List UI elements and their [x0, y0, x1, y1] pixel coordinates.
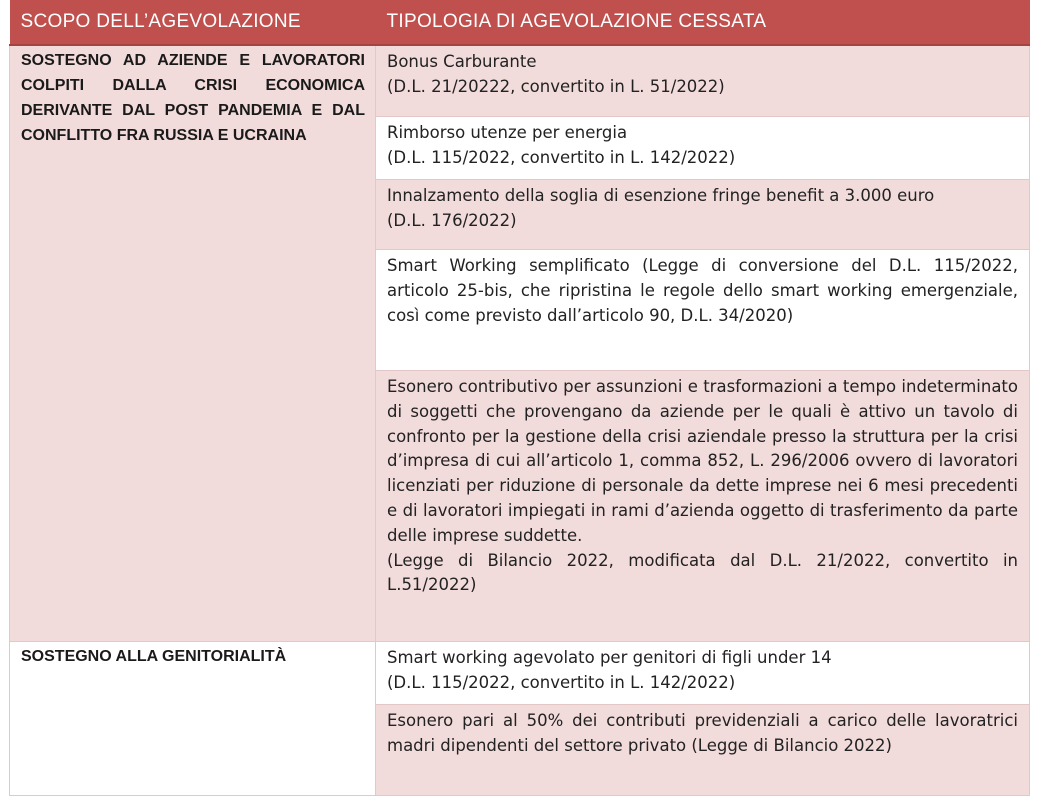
- agevolazioni-table: [9, 0, 1030, 796]
- item-title: Smart Working semplificato (Legge di conversione del D.L. 115/2022, articolo 25-bis, che ripristina le regole dello smart working emergenziale, così come previsto dall’articolo 90, D.L. 34/2020): [387, 256, 1018, 325]
- item-title: Innalzamento della soglia di esenzione fringe benefit a 3.000 euro: [387, 186, 935, 205]
- table-row: [10, 642, 1030, 705]
- item-cell: [376, 371, 1030, 642]
- item-ref: (D.L. 115/2022, convertito in L. 142/2022): [387, 672, 736, 692]
- item-cell: [376, 705, 1030, 796]
- item-title: Smart working agevolato per genitori di figli under 14: [387, 648, 832, 667]
- item-title: Bonus Carburante: [387, 52, 537, 71]
- scope-cell: SOSTEGNO ALLA GENITORIALITÀ: [10, 642, 376, 796]
- item-cell: [376, 45, 1030, 117]
- scope-cell: SOSTEGNO AD AZIENDE E LAVORATORI COLPITI DALLA CRISI ECONOMICA DERIVANTE DAL POST PANDEMIA E DAL CONFLITTO FRA RUSSIA E UCRAINA: [10, 45, 376, 642]
- item-ref: (D.L. 21/20222, convertito in L. 51/2022): [387, 76, 725, 96]
- item-title: Rimborso utenze per energia: [387, 123, 628, 142]
- item-ref: (Legge di Bilancio 2022, modificata dal D.L. 21/2022, convertito in L.51/2022): [387, 550, 1018, 595]
- header-tipologia: TIPOLOGIA DI AGEVOLAZIONE CESSATA: [376, 0, 1030, 45]
- item-title: Esonero pari al 50% dei contributi previdenziali a carico delle lavoratrici madri dipendenti del settore privato (Legge di Bilancio 2022): [387, 711, 1018, 755]
- header-scope: SCOPO DELL’AGEVOLAZIONE: [10, 0, 376, 45]
- item-cell: [376, 250, 1030, 371]
- item-title: Esonero contributivo per assunzioni e trasformazioni a tempo indeterminato di soggetti che provengano da aziende per le quali è attivo un tavolo di confronto per la gestione della crisi aziendale presso la struttura per la crisi d’impresa di cui all’articolo 1, comma 852, L. 296/2006 ovvero di lavoratori licenziati per riduzione di personale da dette imprese nei 6 mesi precedenti e di lavoratori impiegati in rami d’azienda oggetto di trasferimento da parte delle imprese suddette.: [387, 377, 1018, 545]
- item-cell: [376, 117, 1030, 180]
- table-row: [10, 45, 1030, 117]
- item-cell: [376, 642, 1030, 705]
- item-ref: (D.L. 115/2022, convertito in L. 142/2022): [387, 147, 736, 167]
- header-row: [10, 0, 1030, 45]
- item-ref: (D.L. 176/2022): [387, 210, 517, 230]
- item-cell: [376, 180, 1030, 250]
